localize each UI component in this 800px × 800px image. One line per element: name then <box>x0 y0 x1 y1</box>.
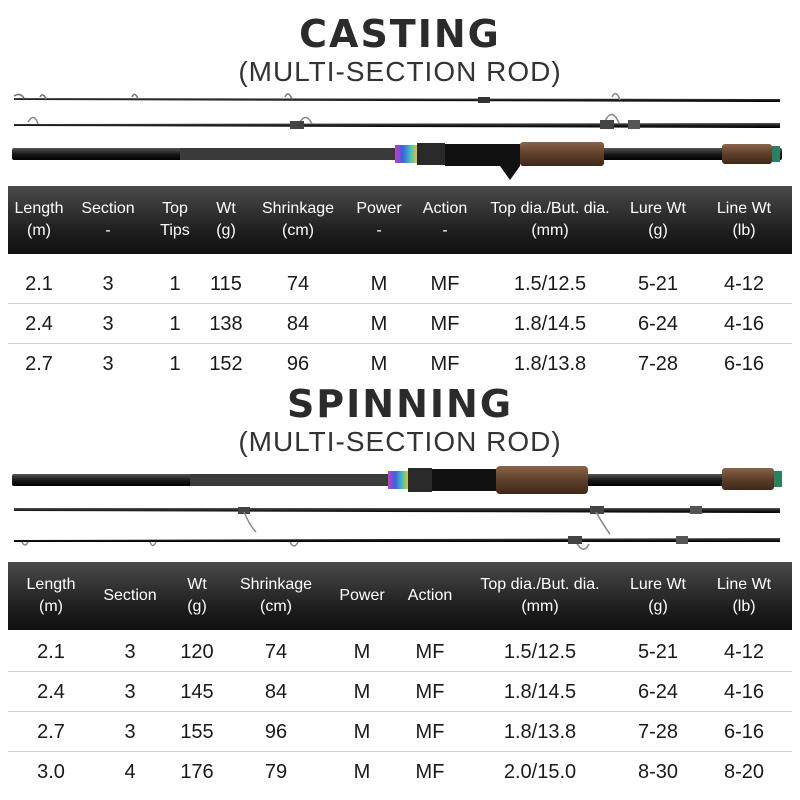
cell-wt: 138 <box>209 313 243 335</box>
spinning-table-header <box>8 562 792 630</box>
col-header-wt: Wt (g) <box>187 576 207 615</box>
cell-length: 2.1 <box>25 273 53 295</box>
cell-dia: 1.5/12.5 <box>513 273 587 295</box>
cell-power: M <box>353 641 371 663</box>
cell-line-wt: 6-16 <box>723 353 765 375</box>
cell-wt: 145 <box>180 681 214 703</box>
cell-section: 4 <box>124 761 136 783</box>
table-row <box>8 304 792 344</box>
cell-action: MF <box>430 273 460 295</box>
cell-shrinkage: 96 <box>264 721 288 743</box>
cell-section: 3 <box>102 353 114 375</box>
cell-section: 3 <box>124 681 136 703</box>
cell-lure-wt: 7-28 <box>637 721 679 743</box>
cell-lure-wt: 5-21 <box>637 273 679 295</box>
cell-power: M <box>353 681 371 703</box>
cell-line-wt: 8-20 <box>723 761 765 783</box>
cell-dia: 2.0/15.0 <box>503 761 577 783</box>
cell-action: MF <box>415 761 445 783</box>
col-header-section: Section <box>103 587 157 604</box>
cell-wt: 115 <box>210 273 242 295</box>
col-header-length: Length (m) <box>14 200 64 239</box>
cell-length: 2.4 <box>37 681 65 703</box>
cell-shrinkage: 84 <box>286 313 310 335</box>
cell-length: 2.4 <box>25 313 53 335</box>
cell-power: M <box>353 721 371 743</box>
table-row <box>8 712 792 752</box>
cell-wt: 176 <box>180 761 214 783</box>
cell-wt: 120 <box>180 641 214 663</box>
col-header-top-tips: Top Tips <box>160 200 190 239</box>
cell-shrinkage: 96 <box>286 353 310 375</box>
table-row <box>8 632 792 672</box>
casting-title: CASTING <box>299 12 501 56</box>
table-row <box>8 264 792 304</box>
cell-section: 3 <box>124 641 136 663</box>
col-header-line-wt: Line Wt (lb) <box>716 576 772 615</box>
cell-line-wt: 6-16 <box>723 721 765 743</box>
cell-wt: 152 <box>209 353 243 375</box>
cell-length: 3.0 <box>37 761 65 783</box>
cell-power: M <box>370 273 388 295</box>
col-header-dia: Top dia./But. dia. (mm) <box>480 576 600 615</box>
spinning-title: SPINNING <box>286 382 514 426</box>
cell-action: MF <box>415 641 445 663</box>
col-header-lure-wt: Lure Wt (g) <box>629 200 686 239</box>
casting-table-header <box>8 186 792 254</box>
cell-length: 2.7 <box>25 353 53 375</box>
col-header-wt: Wt (g) <box>216 200 236 239</box>
cell-line-wt: 4-16 <box>723 681 765 703</box>
table-row <box>8 752 792 792</box>
rod-middle-section <box>14 123 780 128</box>
col-header-dia: Top dia./But. dia. (mm) <box>490 200 610 239</box>
col-header-action: Action <box>407 587 453 604</box>
cell-top-tips: 1 <box>169 353 181 375</box>
cell-dia: 1.5/12.5 <box>503 641 577 663</box>
cell-lure-wt: 5-21 <box>637 641 679 663</box>
cell-shrinkage: 79 <box>264 761 288 783</box>
col-header-line-wt: Line Wt (lb) <box>716 200 772 239</box>
cell-dia: 1.8/13.8 <box>513 353 587 375</box>
cell-action: MF <box>430 353 460 375</box>
cell-power: M <box>353 761 371 783</box>
col-header-shrinkage: Shrinkage (cm) <box>239 576 313 615</box>
cell-line-wt: 4-12 <box>723 273 765 295</box>
casting-rod-image <box>0 88 800 188</box>
col-header-action: Action - <box>422 200 468 239</box>
col-header-lure-wt: Lure Wt (g) <box>629 576 686 615</box>
cell-shrinkage: 84 <box>264 681 288 703</box>
cell-dia: 1.8/13.8 <box>503 721 577 743</box>
cell-shrinkage: 74 <box>286 273 310 295</box>
cell-top-tips: 1 <box>169 313 181 335</box>
table-row <box>8 344 792 384</box>
cell-dia: 1.8/14.5 <box>503 681 577 703</box>
cell-section: 3 <box>102 273 114 295</box>
cell-lure-wt: 7-28 <box>637 353 679 375</box>
cell-shrinkage: 74 <box>264 641 288 663</box>
cell-wt: 155 <box>180 721 214 743</box>
cell-dia: 1.8/14.5 <box>513 313 587 335</box>
cell-length: 2.7 <box>37 721 65 743</box>
spin-rod-tip-section <box>14 538 780 542</box>
cell-lure-wt: 6-24 <box>637 313 679 335</box>
spin-rod-middle-section <box>14 508 780 513</box>
col-header-power: Power <box>339 587 385 604</box>
cell-lure-wt: 6-24 <box>637 681 679 703</box>
casting-subtitle: (MULTI-SECTION ROD) <box>238 56 562 87</box>
cell-power: M <box>370 313 388 335</box>
cell-line-wt: 4-16 <box>723 313 765 335</box>
cell-length: 2.1 <box>37 641 65 663</box>
cell-power: M <box>370 353 388 375</box>
cell-action: MF <box>430 313 460 335</box>
col-header-shrinkage: Shrinkage (cm) <box>261 200 335 239</box>
col-header-section: Section - <box>81 200 135 239</box>
col-header-power: Power - <box>356 200 402 239</box>
cell-action: MF <box>415 721 445 743</box>
spinning-subtitle: (MULTI-SECTION ROD) <box>238 426 562 457</box>
cell-top-tips: 1 <box>169 273 181 295</box>
col-header-length: Length (m) <box>26 576 76 615</box>
cell-line-wt: 4-12 <box>723 641 765 663</box>
cell-section: 3 <box>102 313 114 335</box>
table-row <box>8 672 792 712</box>
spinning-rod-image <box>0 460 800 564</box>
rod-tip-section <box>14 98 780 102</box>
cell-lure-wt: 8-30 <box>637 761 679 783</box>
cell-action: MF <box>415 681 445 703</box>
cell-section: 3 <box>124 721 136 743</box>
